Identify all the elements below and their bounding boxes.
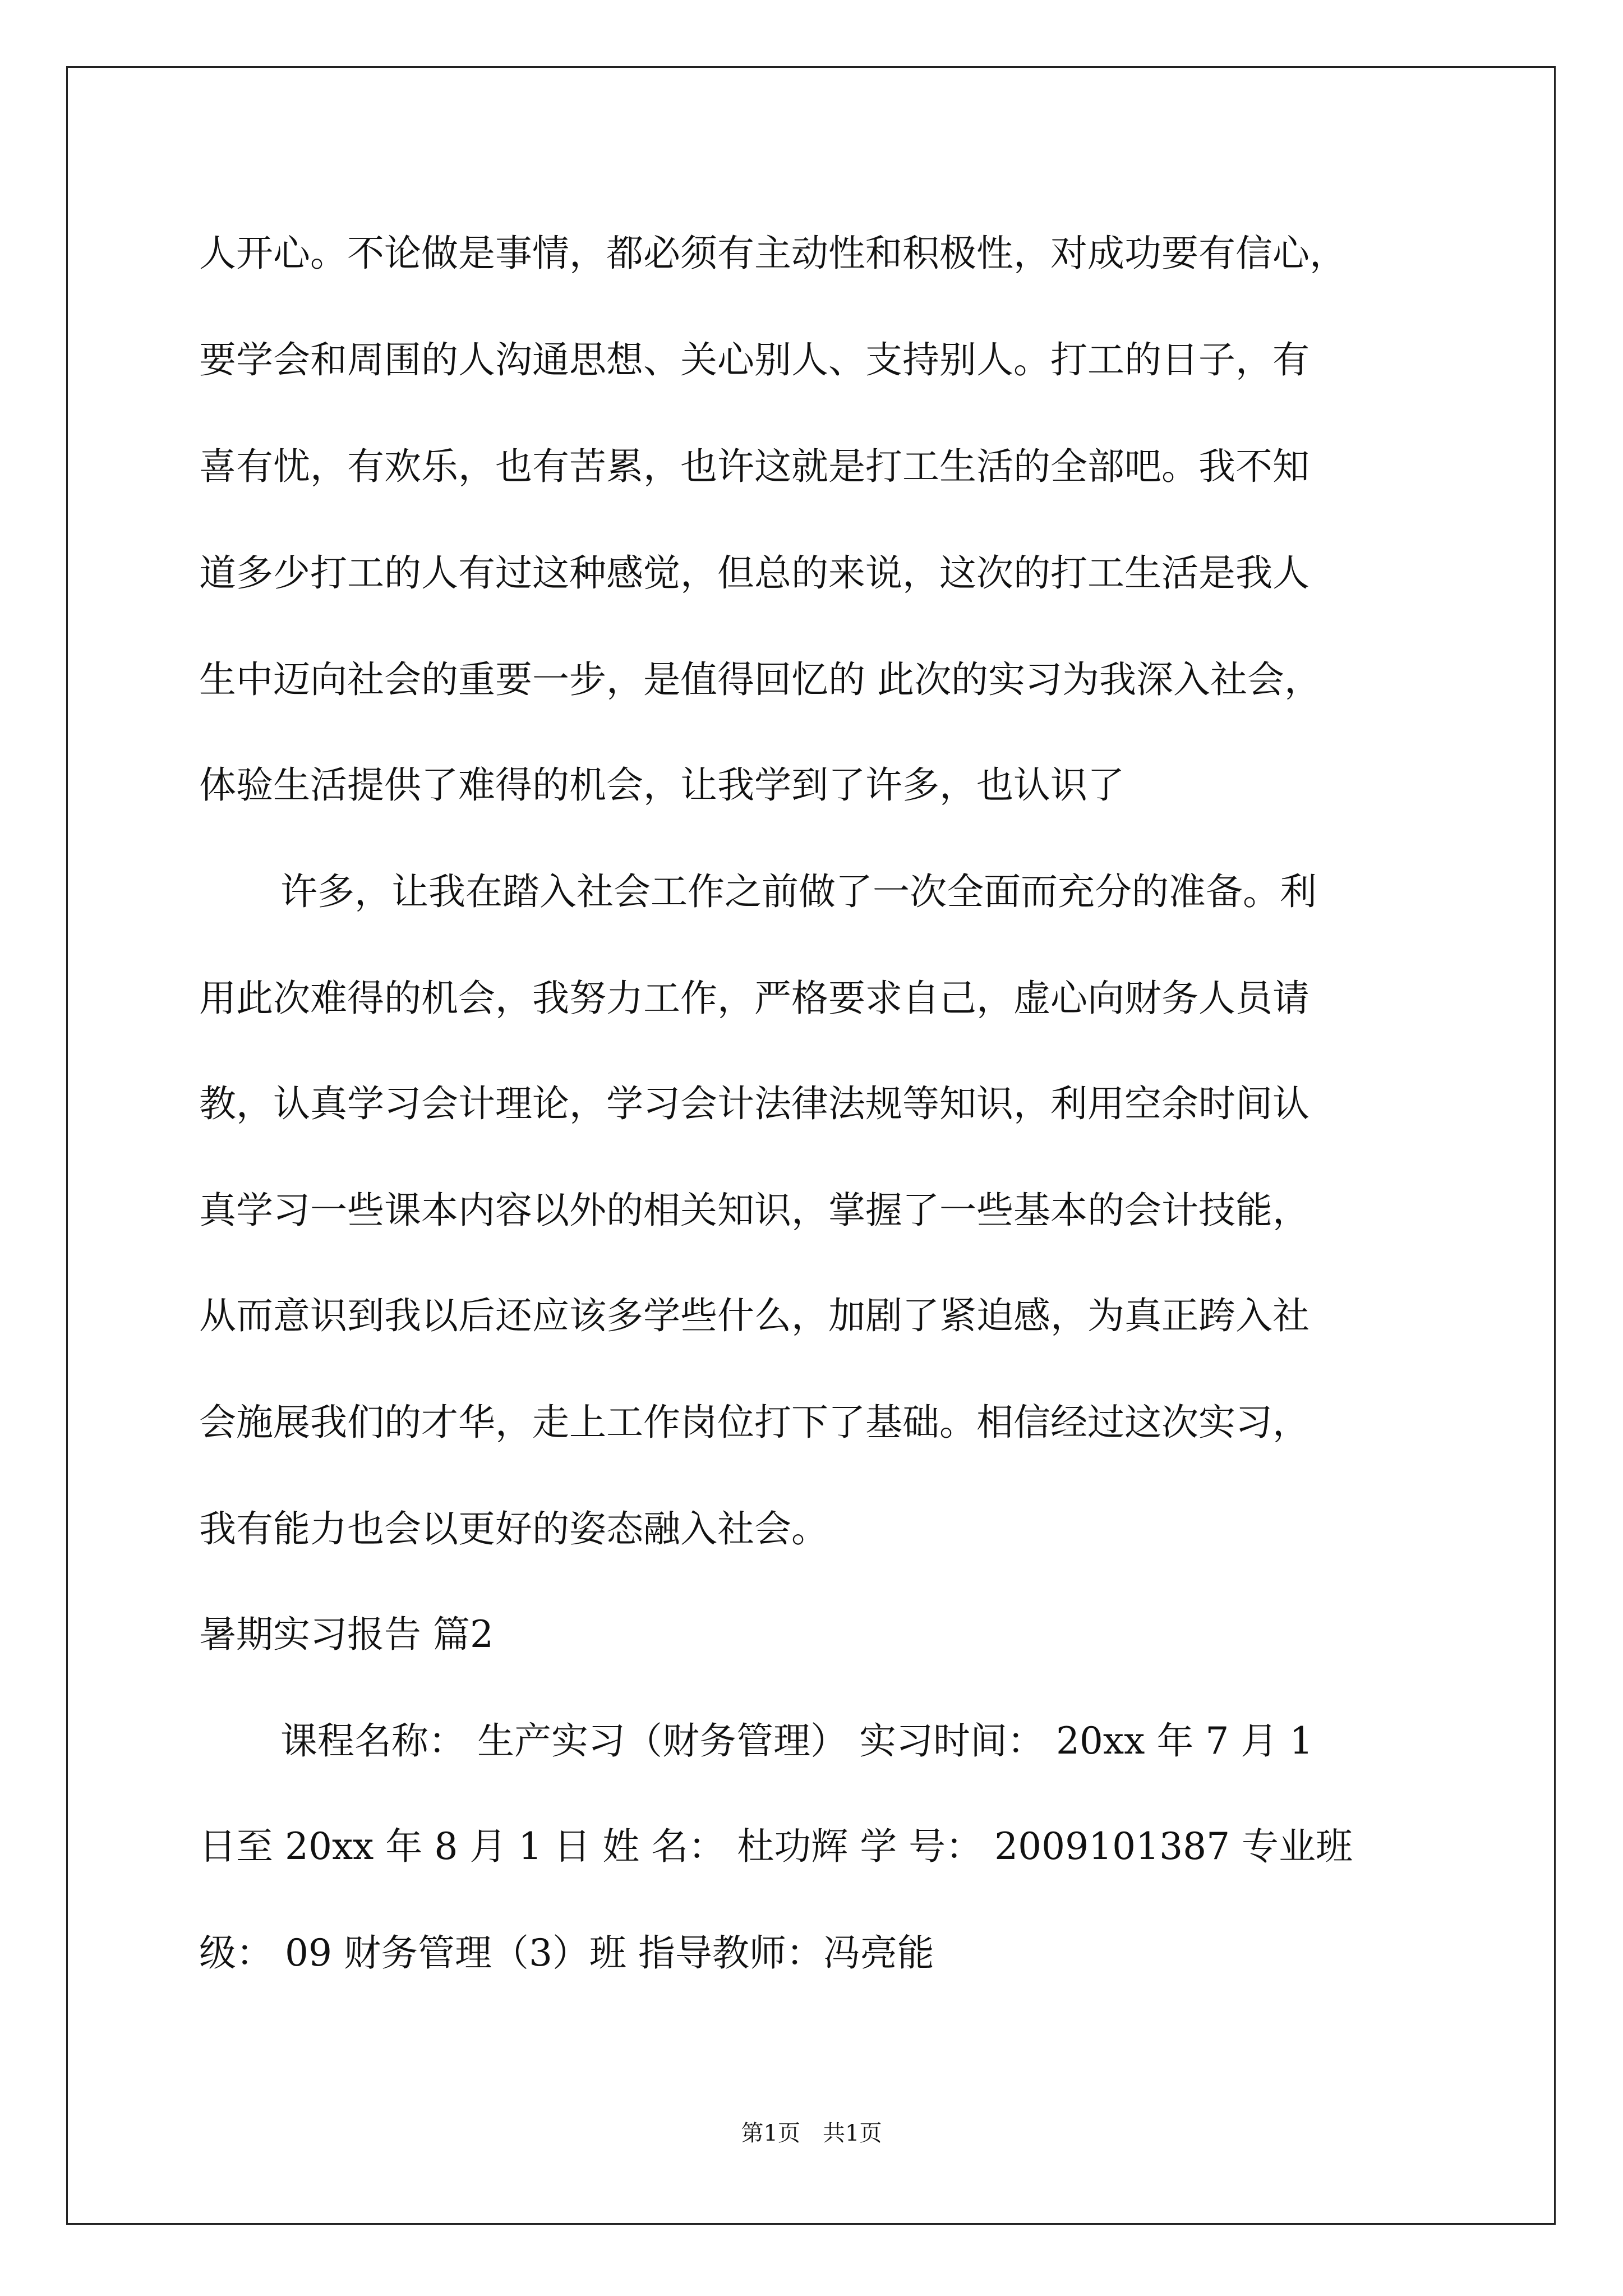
paragraph-line: 喜有忧，有欢乐，也有苦累，也许这就是打工生活的全部吧。我不知 bbox=[199, 445, 1310, 488]
paragraph-line: 许多，让我在踏入社会工作之前做了一次全面而充分的准备。利 bbox=[280, 870, 1317, 913]
paragraph-line: 生中迈向社会的重要一步，是值得回忆的 此次的实习为我深入社会， bbox=[199, 658, 1321, 701]
paragraph-line: 课程名称： 生产实习（财务管理） 实习时间： 20xx 年 7 月 1 bbox=[280, 1719, 1313, 1763]
paragraph-line: 体验生活提供了难得的机会，让我学到了许多，也认识了 bbox=[199, 763, 1124, 807]
paragraph-line: 级： 09 财务管理（3）班 指导教师：冯亮能 bbox=[199, 1931, 934, 1975]
paragraph-line: 用此次难得的机会，我努力工作，严格要求自己，虚心向财务人员请 bbox=[199, 977, 1310, 1020]
paragraph-line: 真学习一些课本内容以外的相关知识，掌握了一些基本的会计技能， bbox=[199, 1189, 1310, 1232]
page-footer: 第1页 共1页 bbox=[741, 2120, 882, 2146]
paragraph-line: 会施展我们的才华，走上工作岗位打下了基础。相信经过这次实习， bbox=[199, 1401, 1310, 1444]
paragraph-line: 道多少打工的人有过这种感觉，但总的来说，这次的打工生活是我人 bbox=[199, 551, 1310, 595]
page-border bbox=[66, 66, 1556, 2225]
paragraph-line: 教，认真学习会计理论，学习会计法律法规等知识，利用空余时间认 bbox=[199, 1082, 1310, 1125]
paragraph-line: 人开心。不论做是事情，都必须有主动性和积极性，对成功要有信心， bbox=[199, 232, 1347, 275]
paragraph-line: 我有能力也会以更好的姿态融入社会。 bbox=[199, 1507, 828, 1550]
section-title: 暑期实习报告 篇2 bbox=[199, 1613, 494, 1656]
paragraph-line: 要学会和周围的人沟通思想、关心别人、支持别人。打工的日子，有 bbox=[199, 338, 1310, 381]
paragraph-line: 从而意识到我以后还应该多学些什么，加剧了紧迫感，为真正跨入社 bbox=[199, 1294, 1310, 1337]
paragraph-line: 日至 20xx 年 8 月 1 日 姓 名： 杜功辉 学 号： 2009101387 专业班 bbox=[199, 1825, 1353, 1868]
